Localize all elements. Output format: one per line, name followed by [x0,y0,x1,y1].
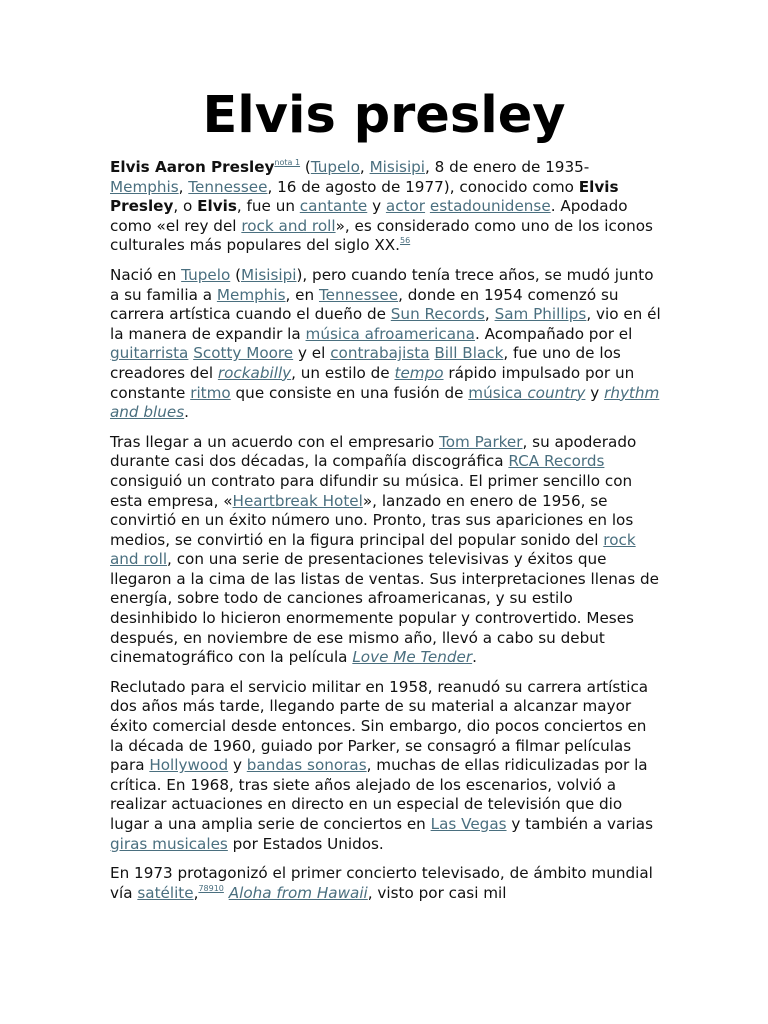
bold-elvis: Elvis [197,197,237,216]
text: por Estados Unidos. [227,834,384,853]
paragraph-intro [110,158,662,256]
text: », es considerado como uno de los iconos culturales más populares del siglo XX. [110,216,653,255]
text: , muchas de ellas ridiculizadas por la crítica. En 1968, tras siete años alejado de los escenarios, volvió a realizar actuaciones en directo en un especial de televisión que dio lugar a una amplia serie de conciertos en [110,756,648,833]
text: y [585,383,605,402]
link-giras-musicales[interactable]: giras musicales [110,834,228,853]
text: , visto por casi mil [367,883,507,902]
text: , en [285,285,319,304]
text: , 16 de agosto de 1977), conocido como [267,177,579,196]
italic-text: tempo [394,363,444,382]
text: Nació en [110,265,182,284]
text: , con una serie de presentaciones televisivas y éxitos que llegaron a la cima de las listas de ventas. Sus interpretaciones llenas de energía, sobre todo de canciones afroamericanas, y su estilo desinhibido lo hicieron enormemente popular y controvertido. Meses después, en noviembre de ese mismo año, llevó a cabo su debut cinematográfico con la película [110,550,659,667]
text: Reclutado para el servicio militar en 1958, reanudó su carrera artística dos años más tarde, llegando parte de su material a alcanzar mayor éxito comercial desde entonces. Sin embargo, dio pocos conciertos en la década de 1960, guiado por Parker, se consagró a filmar películas para [110,677,649,775]
paragraph-early-career [110,266,662,423]
text: ), pero cuando tenía trece años, se mudó junto a su familia a [110,265,654,304]
text: ( [300,158,311,176]
link-cantante[interactable]: cantante [299,197,368,216]
text: ( [230,265,242,284]
text: . Acompañado por el [474,324,633,343]
reference-link-56[interactable]: 56 [399,236,411,246]
text: , fue un [236,197,300,216]
link-guitarrista[interactable]: guitarrista [110,344,189,363]
link-rock-and-roll[interactable]: rock and roll [110,530,636,569]
link-tennessee[interactable]: Tennessee [318,285,399,304]
text: y [228,756,247,775]
paragraph-rca-years [110,433,662,668]
subject-name: Elvis Aaron Presley [110,158,275,176]
link-satelite[interactable]: satélite [137,883,194,902]
link-tempo[interactable] [394,364,443,382]
link-musica-afroamericana[interactable]: música afroamericana [305,324,475,343]
text: En 1973 protagonizó el primer concierto televisado, de ámbito mundial vía [110,864,653,902]
footnote-link-nota-1[interactable]: nota 1 [274,158,301,167]
text: , un estilo de [291,363,395,382]
text: rápido impulsado por un constante [110,363,635,402]
link-contrabajista[interactable]: contrabajista [330,344,430,363]
link-aloha-from-hawaii[interactable] [229,884,368,902]
text: , fue uno de los creadores del [110,344,621,382]
text: », lanzado en enero de 1956, se convirtió en un éxito número uno. Pronto, tras sus apariciones en los medios, se convirtió en la figura principal del popular sonido del [110,491,634,549]
italic-text: Aloha from Hawaii [228,883,368,902]
link-bill-black[interactable]: Bill Black [434,344,504,363]
link-misisipi[interactable]: Misisipi [241,265,297,284]
text: , [484,305,495,324]
text: , [193,883,199,902]
text: y el [293,344,331,363]
link-tom-parker[interactable]: Tom Parker [439,432,523,451]
text: , o [173,197,198,216]
text: consiguió un contrato para difundir su música. El primer sencillo con esta empresa, « [110,471,633,510]
link-memphis[interactable]: Memphis [110,177,179,196]
page-title: Elvis presley [202,86,566,145]
link-sun-records[interactable]: Sun Records [390,305,485,324]
article-body [110,158,662,913]
italic-text: rockabilly [217,363,292,382]
link-ritmo[interactable]: ritmo [190,383,231,402]
reference-link-78910[interactable]: 78910 [198,883,224,893]
italic-text: country [527,383,586,402]
text: , [359,158,370,176]
bold-elvis-presley: Elvis Presley [110,177,619,216]
link-tupelo[interactable]: Tupelo [181,265,231,284]
link-las-vegas[interactable]: Las Vegas [430,815,507,833]
link-musica-country[interactable] [468,384,585,402]
text: y [367,197,386,216]
link-tennessee[interactable]: Tennessee [188,177,268,196]
link-sam-phillips[interactable]: Sam Phillips [494,305,587,324]
text: . [184,403,189,422]
link-rockabilly[interactable] [218,364,291,382]
link-text: música [468,383,528,402]
text: , donde en 1954 comenzó su carrera artística cuando el dueño de [110,285,619,324]
text: y también a varias [506,815,654,833]
link-tupelo[interactable]: Tupelo [310,158,360,176]
link-hollywood[interactable]: Hollywood [149,756,229,775]
text: , 8 de enero de 1935- [425,158,590,176]
link-heartbreak-hotel[interactable]: Heartbreak Hotel [232,491,363,510]
link-bandas-sonoras[interactable]: bandas sonoras [246,756,367,775]
link-rca-records[interactable]: RCA Records [508,452,605,471]
text: , [178,177,189,196]
link-love-me-tender[interactable] [352,648,472,666]
link-misisipi[interactable]: Misisipi [369,158,426,176]
text: . [472,648,477,667]
paragraph-military-and-films [110,678,662,854]
paragraph-aloha-from-hawaii [110,864,662,903]
link-rock-and-roll[interactable]: rock and roll [241,216,336,235]
link-memphis[interactable]: Memphis [216,285,286,304]
text: Tras llegar a un acuerdo con el empresario [110,432,440,451]
link-actor[interactable]: actor [385,197,426,216]
link-scotty-moore[interactable]: Scotty Moore [193,344,294,363]
italic-text: rhythm and blues [110,383,660,422]
link-estadounidense[interactable]: estadounidense [429,197,551,216]
text: , vio en él la manera de expandir la [110,305,661,343]
text: . Apodado como «el rey del [110,197,628,235]
text: , su apoderado durante casi dos décadas, la compañía discográfica [110,432,637,471]
italic-text: Love Me Tender [352,648,473,667]
text: que consiste en una fusión de [230,383,469,402]
